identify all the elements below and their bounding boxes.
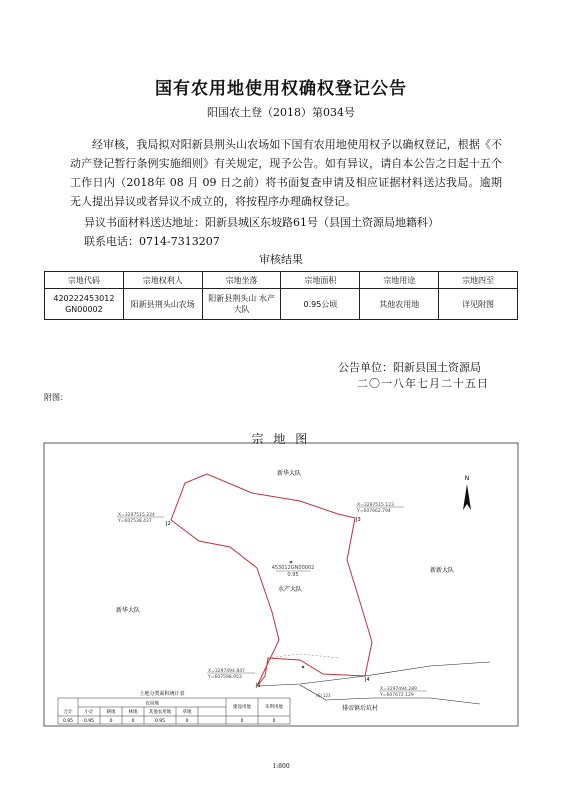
column-header: 宗地四至 <box>439 272 518 289</box>
issuing-unit: 公告单位：阳新县国土资源局 <box>338 361 481 374</box>
map-title: 宗 地 图 <box>251 432 311 446</box>
point-j3-label: J3 <box>356 517 361 523</box>
column-header: 宗地面积 <box>281 272 360 289</box>
svg-text:N: N <box>464 475 470 482</box>
area-value-cell: 0 <box>240 719 244 724</box>
point-j2-label: J2 <box>166 521 171 527</box>
area-table-title: 土地分类面积统计表 <box>139 691 185 697</box>
parcel-code-label: 453012GN00002 <box>271 565 315 571</box>
parcel-boundary <box>171 474 372 686</box>
area-value-cell: 0.95 <box>62 719 74 724</box>
point-j1-x: X=3297494.847 <box>208 669 245 674</box>
area-column-header: 林地 <box>128 710 138 715</box>
notice-body: 经审核，我局拟对阳新县荆头山农场如下国有农用地使用权予以确权登记，根据《不动产登记暂行条例实施细则》有关规定，现予公告。如有异议，请自本公告之日起十五个工作日内（2018年 08 月 09 日之前）将书面复查申请及相应证据材料送达我局。逾期无人提出异议或者异议不成立的，将按程序办理确权登记。 <box>70 138 502 208</box>
region-label-center: 水产大队 <box>277 586 303 593</box>
issue-date: 二〇一八年七月二十五日 <box>357 377 489 390</box>
attachment-label: 附图： <box>44 393 68 402</box>
area-value-cell: 0 <box>185 719 189 724</box>
parcel-code-cell: 420222453012 GN00002 <box>45 289 124 320</box>
control-marker <box>302 666 305 669</box>
area-value-cell: 0.95 <box>154 719 166 724</box>
contact-phone: 联系电话：0714-7313207 <box>84 235 220 248</box>
review-result-title: 审核结果 <box>259 253 303 266</box>
area-value-cell: 0 <box>272 719 276 724</box>
location-cell: 阳新县荆头山 水产大队 <box>202 289 281 320</box>
point-j4-y: Y=607672.129 <box>380 693 414 698</box>
road-label: (S) 123 <box>316 693 331 698</box>
usage-cell: 其他农用地 <box>360 289 439 320</box>
region-label-east: 新新大队 <box>429 567 455 574</box>
region-label-south: 排帝镇后坑村 <box>341 705 379 712</box>
objection-address: 异议书面材料送达地址：阳新县城区东坡路61号（县国土资源局地籍科） <box>84 216 439 229</box>
north-arrow-icon <box>463 475 471 510</box>
point-j3-y: Y=607662.794 <box>357 509 391 514</box>
area-value-cell: 0.95 <box>83 719 95 724</box>
area-value-cell: 0 <box>131 719 135 724</box>
area-column-header: 未利用地 <box>265 705 283 710</box>
area-statistics-table <box>58 690 290 724</box>
area-column-header: 草地 <box>182 710 192 715</box>
document-number: 阳国农土登（2018）第034号 <box>207 106 355 119</box>
point-j1-y: Y=607598.953 <box>208 675 242 680</box>
notice-title: 国有农用地使用权确权登记公告 <box>155 79 407 99</box>
area-column-header: 耕地 <box>106 710 116 715</box>
area-column-header: 建设用地 <box>233 705 251 710</box>
area-column-header: 小计 <box>84 710 94 715</box>
parcel-center-marker <box>290 561 293 564</box>
map-scale: 1:800 <box>272 763 290 770</box>
ditch-line <box>268 654 340 658</box>
column-header: 宗地代码 <box>45 272 124 289</box>
area-group-header: 农用地 <box>145 701 159 707</box>
region-label-west: 新华大队 <box>115 607 141 614</box>
region-label-north: 新华大队 <box>276 470 302 477</box>
area-value-cell: 0 <box>109 719 113 724</box>
point-j3-x: X=3297515.123 <box>357 503 394 508</box>
road-line <box>257 662 490 686</box>
area-column-header: 其他农用地 <box>148 710 172 715</box>
right-holder-cell: 阳新县荆头山农场 <box>123 289 202 320</box>
parcel-area-label: 0.95 <box>287 572 299 578</box>
point-j4-label: J4 <box>365 677 370 683</box>
area-cell: 0.95公顷 <box>281 289 360 320</box>
column-header: 宗地权利人 <box>123 272 202 289</box>
column-header: 宗地坐落 <box>202 272 281 289</box>
boundary-cell: 详见附图 <box>439 289 518 320</box>
map-frame <box>44 443 518 726</box>
column-header: 宗地用途 <box>360 272 439 289</box>
point-j4-x: X=3297494.289 <box>380 687 417 692</box>
point-j1-label: J1 <box>256 683 261 689</box>
point-j2-x: X=3297515.224 <box>118 513 155 518</box>
point-j2-y: Y=607538.437 <box>118 519 152 524</box>
area-column-header: 合计 <box>63 710 73 715</box>
